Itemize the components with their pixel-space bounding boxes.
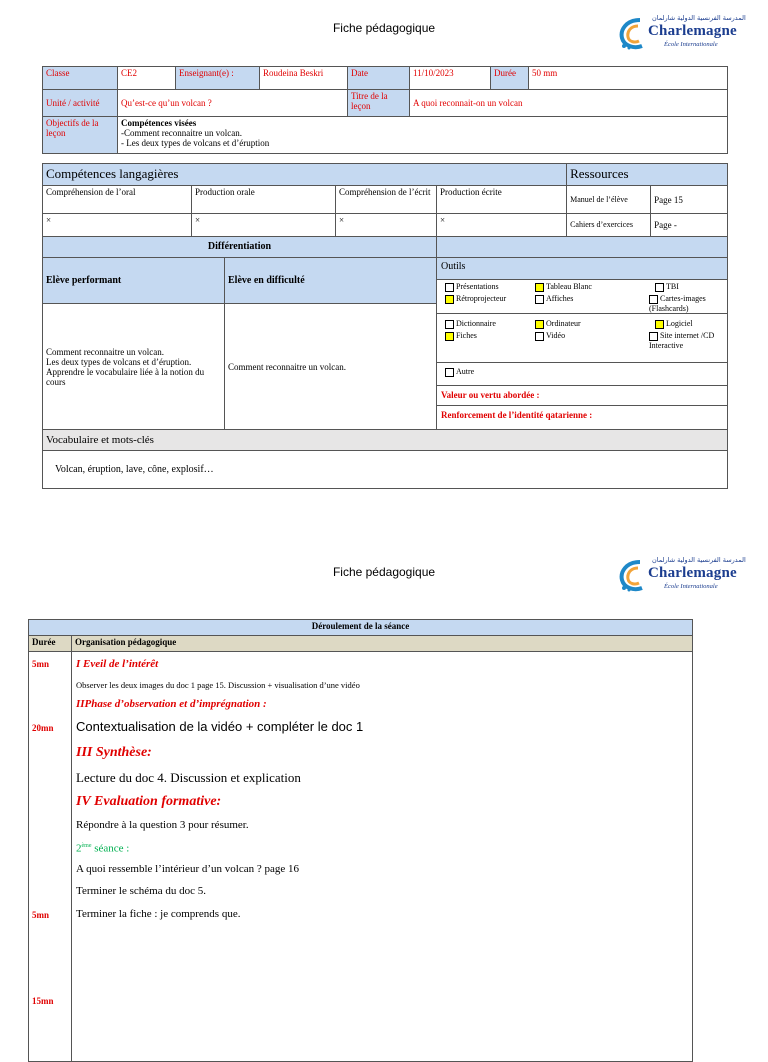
competences-table: [42, 163, 728, 489]
organisation-column: [72, 652, 693, 1062]
tool-site-internet[interactable]: [649, 331, 719, 350]
differentiation-heading: Différentiation: [43, 237, 437, 258]
tool-label: Affiches: [546, 294, 574, 303]
titre-label: Titre de la leçon: [348, 90, 410, 117]
checkbox-icon: [655, 283, 664, 292]
checkbox-icon: [445, 368, 454, 377]
duree-label: Durée: [491, 67, 529, 90]
checkbox-icon: [445, 320, 454, 329]
titre-value: A quoi reconnait-on un volcan: [410, 90, 728, 117]
eleve-difficulte-heading: Elève en difficulté: [225, 258, 437, 304]
tool-dictionnaire[interactable]: [445, 319, 496, 329]
duree-value: 15mn: [32, 996, 54, 1006]
seance-number: 2: [76, 842, 82, 855]
logo-brand-text: Charlemagne: [648, 23, 737, 39]
vocab-text: Volcan, éruption, lave, cône, explosif…: [43, 451, 728, 489]
competences-heading: Compétences langagières: [43, 164, 567, 186]
section-title: IIPhase d’observation et d’imprégnation :: [76, 698, 267, 710]
deroulement-heading: Déroulement de la séance: [29, 620, 693, 636]
unite-label: Unité / activité: [43, 90, 118, 117]
objectifs-line: -Comment reconnaitre un volcan.: [121, 128, 242, 138]
cahiers-label: Cahiers d’exercices: [567, 214, 651, 237]
seance-text: séance :: [91, 842, 130, 855]
outils-cell: [437, 258, 728, 430]
tool-label: Fiches: [456, 331, 477, 340]
comp-ecrit-mark: ×: [336, 214, 437, 237]
classe-value: CE2: [118, 67, 176, 90]
tool-fiches[interactable]: [445, 331, 477, 341]
tool-label: Cartes-images (Flashcards): [649, 294, 706, 313]
date-label: Date: [348, 67, 410, 90]
section-title: I Eveil de l’intérêt: [76, 658, 159, 670]
task-line: A quoi ressemble l’intérieur d’un volcan ? page 16: [76, 863, 299, 875]
checkbox-icon: [535, 283, 544, 292]
section-text: Répondre à la question 3 pour résumer.: [76, 819, 249, 831]
checkbox-icon: [535, 295, 544, 304]
school-logo: [618, 556, 746, 592]
task-line: Terminer le schéma du doc 5.: [76, 885, 206, 897]
objectifs-heading: Compétences visées: [121, 118, 197, 128]
logo-arabic-text: المدرسة الفرنسية الدولية شارلمان: [652, 14, 746, 22]
duree-value: 50 mm: [529, 67, 728, 90]
logo-brand-text: Charlemagne: [648, 565, 737, 581]
checkbox-icon: [535, 320, 544, 329]
tool-cartes-images[interactable]: [649, 294, 728, 313]
outils-divider: [437, 313, 727, 314]
vocab-heading: Vocabulaire et mots-clés: [43, 430, 728, 451]
performant-line: Comment reconnaitre un volcan.: [46, 346, 164, 357]
performant-line: Les deux types de volcans et d’éruption.: [46, 356, 192, 367]
enseignant-label: Enseignant(e) :: [176, 67, 260, 90]
classe-label: Classe: [43, 67, 118, 90]
seance-sup: ème: [81, 843, 92, 849]
lesson-info-table: [42, 66, 728, 154]
duree-value: 20mn: [32, 723, 54, 733]
tool-retroprojecteur[interactable]: [445, 294, 506, 304]
date-value: 11/10/2023: [410, 67, 491, 90]
tool-label: Autre: [456, 367, 475, 376]
objectifs-label: Objectifs de la leçon: [43, 117, 118, 154]
prod-orale-header: Production orale: [192, 186, 336, 214]
objectifs-line: - Les deux types de volcans et d’éruption: [121, 138, 270, 148]
page-title: Fiche pédagogique: [332, 565, 436, 579]
performant-line: Apprendre le vocabulaire liée à la notion du cours: [46, 366, 205, 387]
tool-tbi[interactable]: [655, 282, 679, 292]
tool-label: Ordinateur: [546, 319, 581, 328]
objectifs-content: [118, 117, 728, 154]
duree-header: Durée: [29, 636, 72, 652]
tool-label: Tableau Blanc: [546, 282, 592, 291]
section-title: III Synthèse:: [76, 745, 152, 760]
duree-value: 5mn: [32, 659, 50, 669]
checkbox-icon: [535, 332, 544, 341]
checkbox-icon: [655, 320, 664, 329]
tool-video[interactable]: [535, 331, 565, 341]
tool-label: Vidéo: [546, 331, 566, 340]
prod-ecrite-header: Production écrite: [437, 186, 567, 214]
ressources-heading: Ressources: [567, 164, 728, 186]
checkbox-icon: [445, 332, 454, 341]
eleve-performant-heading: Elève performant: [43, 258, 225, 304]
comp-oral-header: Compréhension de l’oral: [43, 186, 192, 214]
checkbox-icon: [649, 295, 658, 304]
section-text: Observer les deux images du doc 1 page 15. Discussion + visualisation d’une vidéo: [76, 680, 360, 690]
logo-swirl-icon: [618, 16, 650, 50]
logo-swirl-icon: [618, 558, 650, 592]
prod-ecrite-mark: ×: [437, 214, 567, 237]
deroulement-table: [28, 619, 693, 1062]
manuel-value: Page 15: [651, 186, 728, 214]
identite-field: Renforcement de l’identité qatarienne :: [437, 405, 727, 425]
comp-oral-mark: ×: [43, 214, 192, 237]
comp-ecrit-header: Compréhension de l’écrit: [336, 186, 437, 214]
seance-label: [76, 840, 129, 856]
section-text: Lecture du doc 4. Discussion et explication: [76, 770, 301, 785]
tool-autre[interactable]: [445, 367, 474, 377]
performant-content: [43, 304, 225, 430]
prod-orale-mark: ×: [192, 214, 336, 237]
tool-label: TBI: [666, 282, 679, 291]
page-title: Fiche pédagogique: [332, 21, 436, 35]
logo-subtitle: École Internationale: [664, 41, 718, 48]
tool-logiciel[interactable]: [655, 319, 693, 329]
outils-grid: [437, 280, 727, 385]
cahiers-value: Page -: [651, 214, 728, 237]
enseignant-value: Roudeina Beskri: [260, 67, 348, 90]
tool-tableau-blanc[interactable]: [535, 282, 592, 292]
task-line: Terminer la fiche : je comprends que.: [76, 908, 241, 920]
tool-label: Rétroprojecteur: [456, 294, 507, 303]
school-logo: [618, 14, 746, 50]
valeur-field: Valeur ou vertu abordée :: [437, 385, 727, 405]
tool-label: Présentations: [456, 282, 499, 291]
logo-subtitle: École Internationale: [664, 583, 718, 590]
logo-arabic-text: المدرسة الفرنسية الدولية شارلمان: [652, 556, 746, 564]
tool-label: Logiciel: [666, 319, 693, 328]
section-title: IV Evaluation formative:: [76, 794, 222, 809]
section-text: Contextualisation de la vidéo + compléter le doc 1: [76, 719, 364, 734]
checkbox-icon: [649, 332, 658, 341]
outils-heading: Outils: [437, 258, 727, 280]
unite-value: Qu’est-ce qu’un volcan ?: [118, 90, 348, 117]
manuel-label: Manuel de l’élève: [567, 186, 651, 214]
duree-value: 5mn: [32, 910, 50, 920]
differentiation-spacer: [437, 237, 728, 258]
checkbox-icon: [445, 283, 454, 292]
outils-divider: [437, 362, 727, 363]
checkbox-icon: [445, 295, 454, 304]
duree-column: [29, 652, 72, 1062]
difficulte-content: Comment reconnaitre un volcan.: [225, 304, 437, 430]
tool-ordinateur[interactable]: [535, 319, 581, 329]
organisation-header: Organisation pédagogique: [72, 636, 693, 652]
tool-label: Site internet /CD Interactive: [649, 331, 715, 350]
tool-label: Dictionnaire: [456, 319, 496, 328]
tool-presentations[interactable]: [445, 282, 499, 292]
tool-affiches[interactable]: [535, 294, 573, 304]
